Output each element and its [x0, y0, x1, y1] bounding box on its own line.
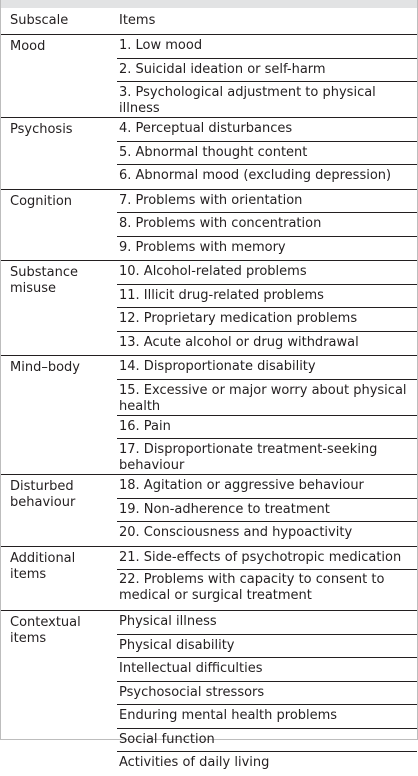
subscale-label: Additional items — [10, 550, 76, 582]
table-body — [1, 35, 417, 776]
item-list — [117, 475, 417, 546]
item-list — [117, 35, 417, 117]
item-row: Activities of daily living — [119, 755, 270, 770]
item-row: 22. Problems with capacity to consent to medical or surgical treatment — [119, 572, 385, 603]
item-row: 19. Non-adherence to treatment — [117, 499, 417, 523]
item-row: 4. Perceptual disturbances — [117, 118, 417, 142]
item-row: 11. Illicit drug-related problems — [117, 285, 417, 309]
item-row: Enduring mental health problems — [117, 705, 417, 729]
subscale-label: Contextual items — [10, 615, 81, 646]
item-row: 20. Consciousness and hypoactivity — [119, 525, 353, 540]
header-items: Items — [119, 13, 156, 28]
item-row: 6. Abnormal mood (excluding depression) — [119, 168, 392, 183]
item-row: 17. Disproportionate treatment-seeking behaviour — [119, 442, 378, 473]
item-row: 12. Proprietary medication problems — [117, 308, 417, 332]
item-row: 9. Problems with memory — [119, 239, 286, 255]
item-row: Psychosocial stressors — [117, 682, 417, 706]
subscale-label: Psychosis — [10, 122, 73, 137]
header-subscale: Subscale — [10, 13, 69, 28]
subscale-group — [1, 190, 417, 262]
subscale-group — [1, 475, 417, 547]
item-row: 21. Side-effects of psychotropic medication — [117, 547, 417, 571]
item-row: 7. Problems with orientation — [117, 190, 417, 214]
item-row: 18. Agitation or aggressive behaviour — [117, 475, 417, 499]
item-row: 5. Abnormal thought content — [117, 142, 417, 166]
item-row: Physical illness — [117, 611, 417, 635]
subscale-group — [1, 118, 417, 190]
subscale-group — [1, 261, 417, 356]
table-header-row — [1, 8, 417, 35]
item-row: 3. Psychological adjustment to physical illness — [119, 85, 376, 116]
subscale-group — [1, 35, 417, 118]
subscale-label: Mind–body — [10, 360, 80, 375]
subscale-label: Substance misuse — [10, 265, 78, 296]
item-row: 1. Low mood — [117, 35, 417, 59]
item-row: 15. Excessive or major worry about physical health — [117, 380, 417, 416]
item-list — [117, 547, 417, 611]
item-list — [117, 190, 417, 261]
item-row: Social function — [117, 729, 417, 753]
subscale-group — [1, 356, 417, 475]
item-row: 2. Suicidal ideation or self-harm — [117, 59, 417, 83]
subscale-label: Mood — [10, 39, 46, 54]
item-row: 14. Disproportionate disability — [117, 356, 417, 380]
item-list — [117, 356, 417, 474]
item-row: Intellectual difficulties — [117, 658, 417, 682]
item-row: 8. Problems with concentration — [117, 213, 417, 237]
table-top-strip — [1, 0, 417, 8]
item-list — [117, 261, 417, 355]
item-row: Physical disability — [117, 635, 417, 659]
item-row: 10. Alcohol-related problems — [117, 261, 417, 285]
item-row: 16. Pain — [117, 416, 417, 440]
subscale-group — [1, 611, 417, 776]
subscale-label: Disturbed behaviour — [10, 479, 76, 510]
subscale-group — [1, 547, 417, 612]
item-list — [117, 118, 417, 189]
subscale-label: Cognition — [10, 193, 73, 209]
item-list — [117, 611, 417, 776]
item-row: 13. Acute alcohol or drug withdrawal — [119, 334, 359, 350]
